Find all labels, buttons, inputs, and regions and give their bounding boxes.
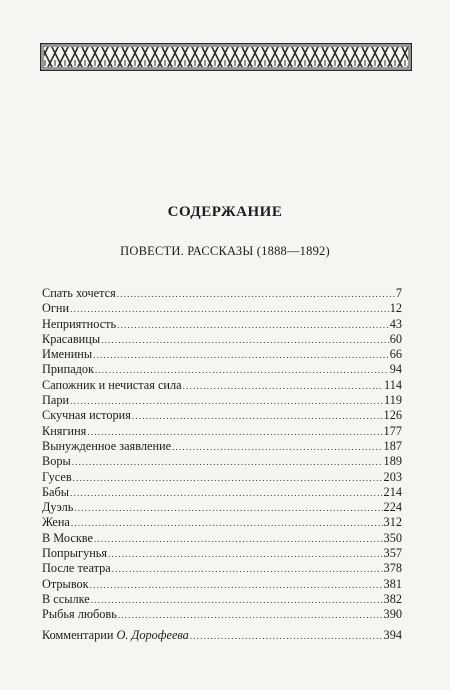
toc-entry-title: Припадок	[42, 362, 95, 377]
dot-leader	[74, 501, 382, 516]
commentary-title	[42, 628, 189, 643]
toc-entry	[42, 347, 402, 362]
toc-entry-title: Жена	[42, 515, 70, 530]
dot-leader	[91, 593, 383, 608]
toc-entry-title: Именины	[42, 347, 93, 362]
toc-entry-page: 114	[384, 377, 402, 392]
dot-leader	[90, 578, 383, 593]
toc-entry	[42, 515, 402, 530]
table-of-contents	[42, 286, 402, 643]
dot-leader	[95, 363, 389, 378]
dot-leader	[190, 629, 383, 644]
toc-entry	[42, 439, 402, 454]
dot-leader	[93, 348, 389, 363]
commentary-page: 394	[383, 627, 402, 642]
dot-leader	[117, 318, 389, 333]
toc-entry-title: После театра	[42, 561, 111, 576]
toc-entry	[42, 424, 402, 439]
dot-leader	[73, 471, 383, 486]
dot-leader	[94, 532, 383, 547]
toc-entry	[42, 577, 402, 592]
dot-leader	[117, 287, 395, 302]
toc-entry-title: Огни	[42, 301, 70, 316]
dot-leader	[70, 302, 389, 317]
toc-entry-page: 60	[389, 331, 402, 346]
toc-entry-page: 177	[383, 423, 402, 438]
toc-entry-page: 126	[383, 408, 402, 423]
toc-entry-page: 119	[384, 393, 402, 408]
toc-entry	[42, 546, 402, 561]
toc-entry	[42, 561, 402, 576]
toc-entry-page: 224	[383, 500, 402, 515]
toc-entry-page: 381	[383, 576, 402, 591]
toc-entry-title: Отрывок	[42, 576, 89, 591]
toc-entry-page: 214	[383, 484, 402, 499]
commentary-author: О. Дорофеева	[116, 627, 189, 642]
toc-entry	[42, 301, 402, 316]
decorative-border-ornament	[40, 43, 412, 71]
dot-leader	[132, 409, 383, 424]
dot-leader	[70, 486, 383, 501]
dot-leader	[72, 455, 383, 470]
toc-entry	[42, 332, 402, 347]
toc-entry-page: 94	[389, 362, 402, 377]
toc-entry-page: 390	[383, 607, 402, 622]
section-subtitle: ПОВЕСТИ. РАССКАЗЫ (1888—1892)	[120, 244, 330, 258]
dot-leader	[118, 608, 383, 623]
toc-entry	[42, 485, 402, 500]
toc-entry-title: Гусев	[42, 469, 72, 484]
toc-entry-title: Попрыгунья	[42, 546, 108, 561]
toc-entry	[42, 470, 402, 485]
toc-entry	[42, 454, 402, 469]
toc-entry-page: 189	[383, 454, 402, 469]
toc-entry-page: 203	[383, 469, 402, 484]
toc-entry-page: 187	[383, 438, 402, 453]
page-title: СОДЕРЖАНИЕ	[167, 204, 283, 220]
toc-entry-page: 12	[389, 301, 402, 316]
toc-entry-title: Княгиня	[42, 423, 87, 438]
dot-leader	[70, 394, 383, 409]
dot-leader	[101, 333, 389, 348]
toc-entry-title: Бабы	[42, 484, 70, 499]
toc-entry-title: Скучная история	[42, 408, 131, 423]
toc-entry-title: Рыбья любовь	[42, 607, 117, 622]
toc-entry-page: 7	[395, 286, 402, 300]
toc-entry	[42, 408, 402, 423]
toc-entry	[42, 393, 402, 408]
toc-entry	[42, 592, 402, 607]
dot-leader	[108, 547, 382, 562]
toc-entry-page: 43	[389, 316, 402, 331]
toc-entry	[42, 531, 402, 546]
dot-leader	[172, 440, 382, 455]
toc-entry	[42, 378, 402, 393]
toc-entry-title: Неприятность	[42, 316, 117, 331]
toc-entry-page: 350	[383, 530, 402, 545]
dot-leader	[71, 516, 383, 531]
toc-entry	[42, 362, 402, 377]
toc-entry-title: В ссылке	[42, 591, 90, 606]
toc-entry-title: Красавицы	[42, 331, 101, 346]
toc-entry-title: Пари	[42, 393, 70, 408]
toc-entry-title: Спать хочется	[42, 286, 116, 300]
toc-entry	[42, 500, 402, 515]
toc-entry-title: Вынужденное заявление	[42, 438, 172, 453]
dot-leader	[112, 562, 383, 577]
toc-entry-title: Воры	[42, 454, 71, 469]
toc-entry-title: В Москве	[42, 530, 93, 545]
toc-entry	[42, 607, 402, 622]
toc-entry-page: 357	[383, 546, 402, 561]
toc-entry-title: Сапожник и нечистая сила	[42, 377, 182, 392]
toc-entry-page: 66	[389, 347, 402, 362]
toc-entry	[42, 317, 402, 332]
toc-entry-page: 382	[383, 591, 402, 606]
toc-entry	[42, 286, 402, 301]
commentary-label: Комментарии	[42, 627, 114, 642]
toc-entry-commentary	[42, 628, 402, 643]
toc-entry-page: 378	[383, 561, 402, 576]
dot-leader	[87, 425, 382, 440]
toc-entry-title: Дуэль	[42, 500, 74, 515]
toc-entry-page: 312	[383, 515, 402, 530]
dot-leader	[183, 379, 383, 394]
